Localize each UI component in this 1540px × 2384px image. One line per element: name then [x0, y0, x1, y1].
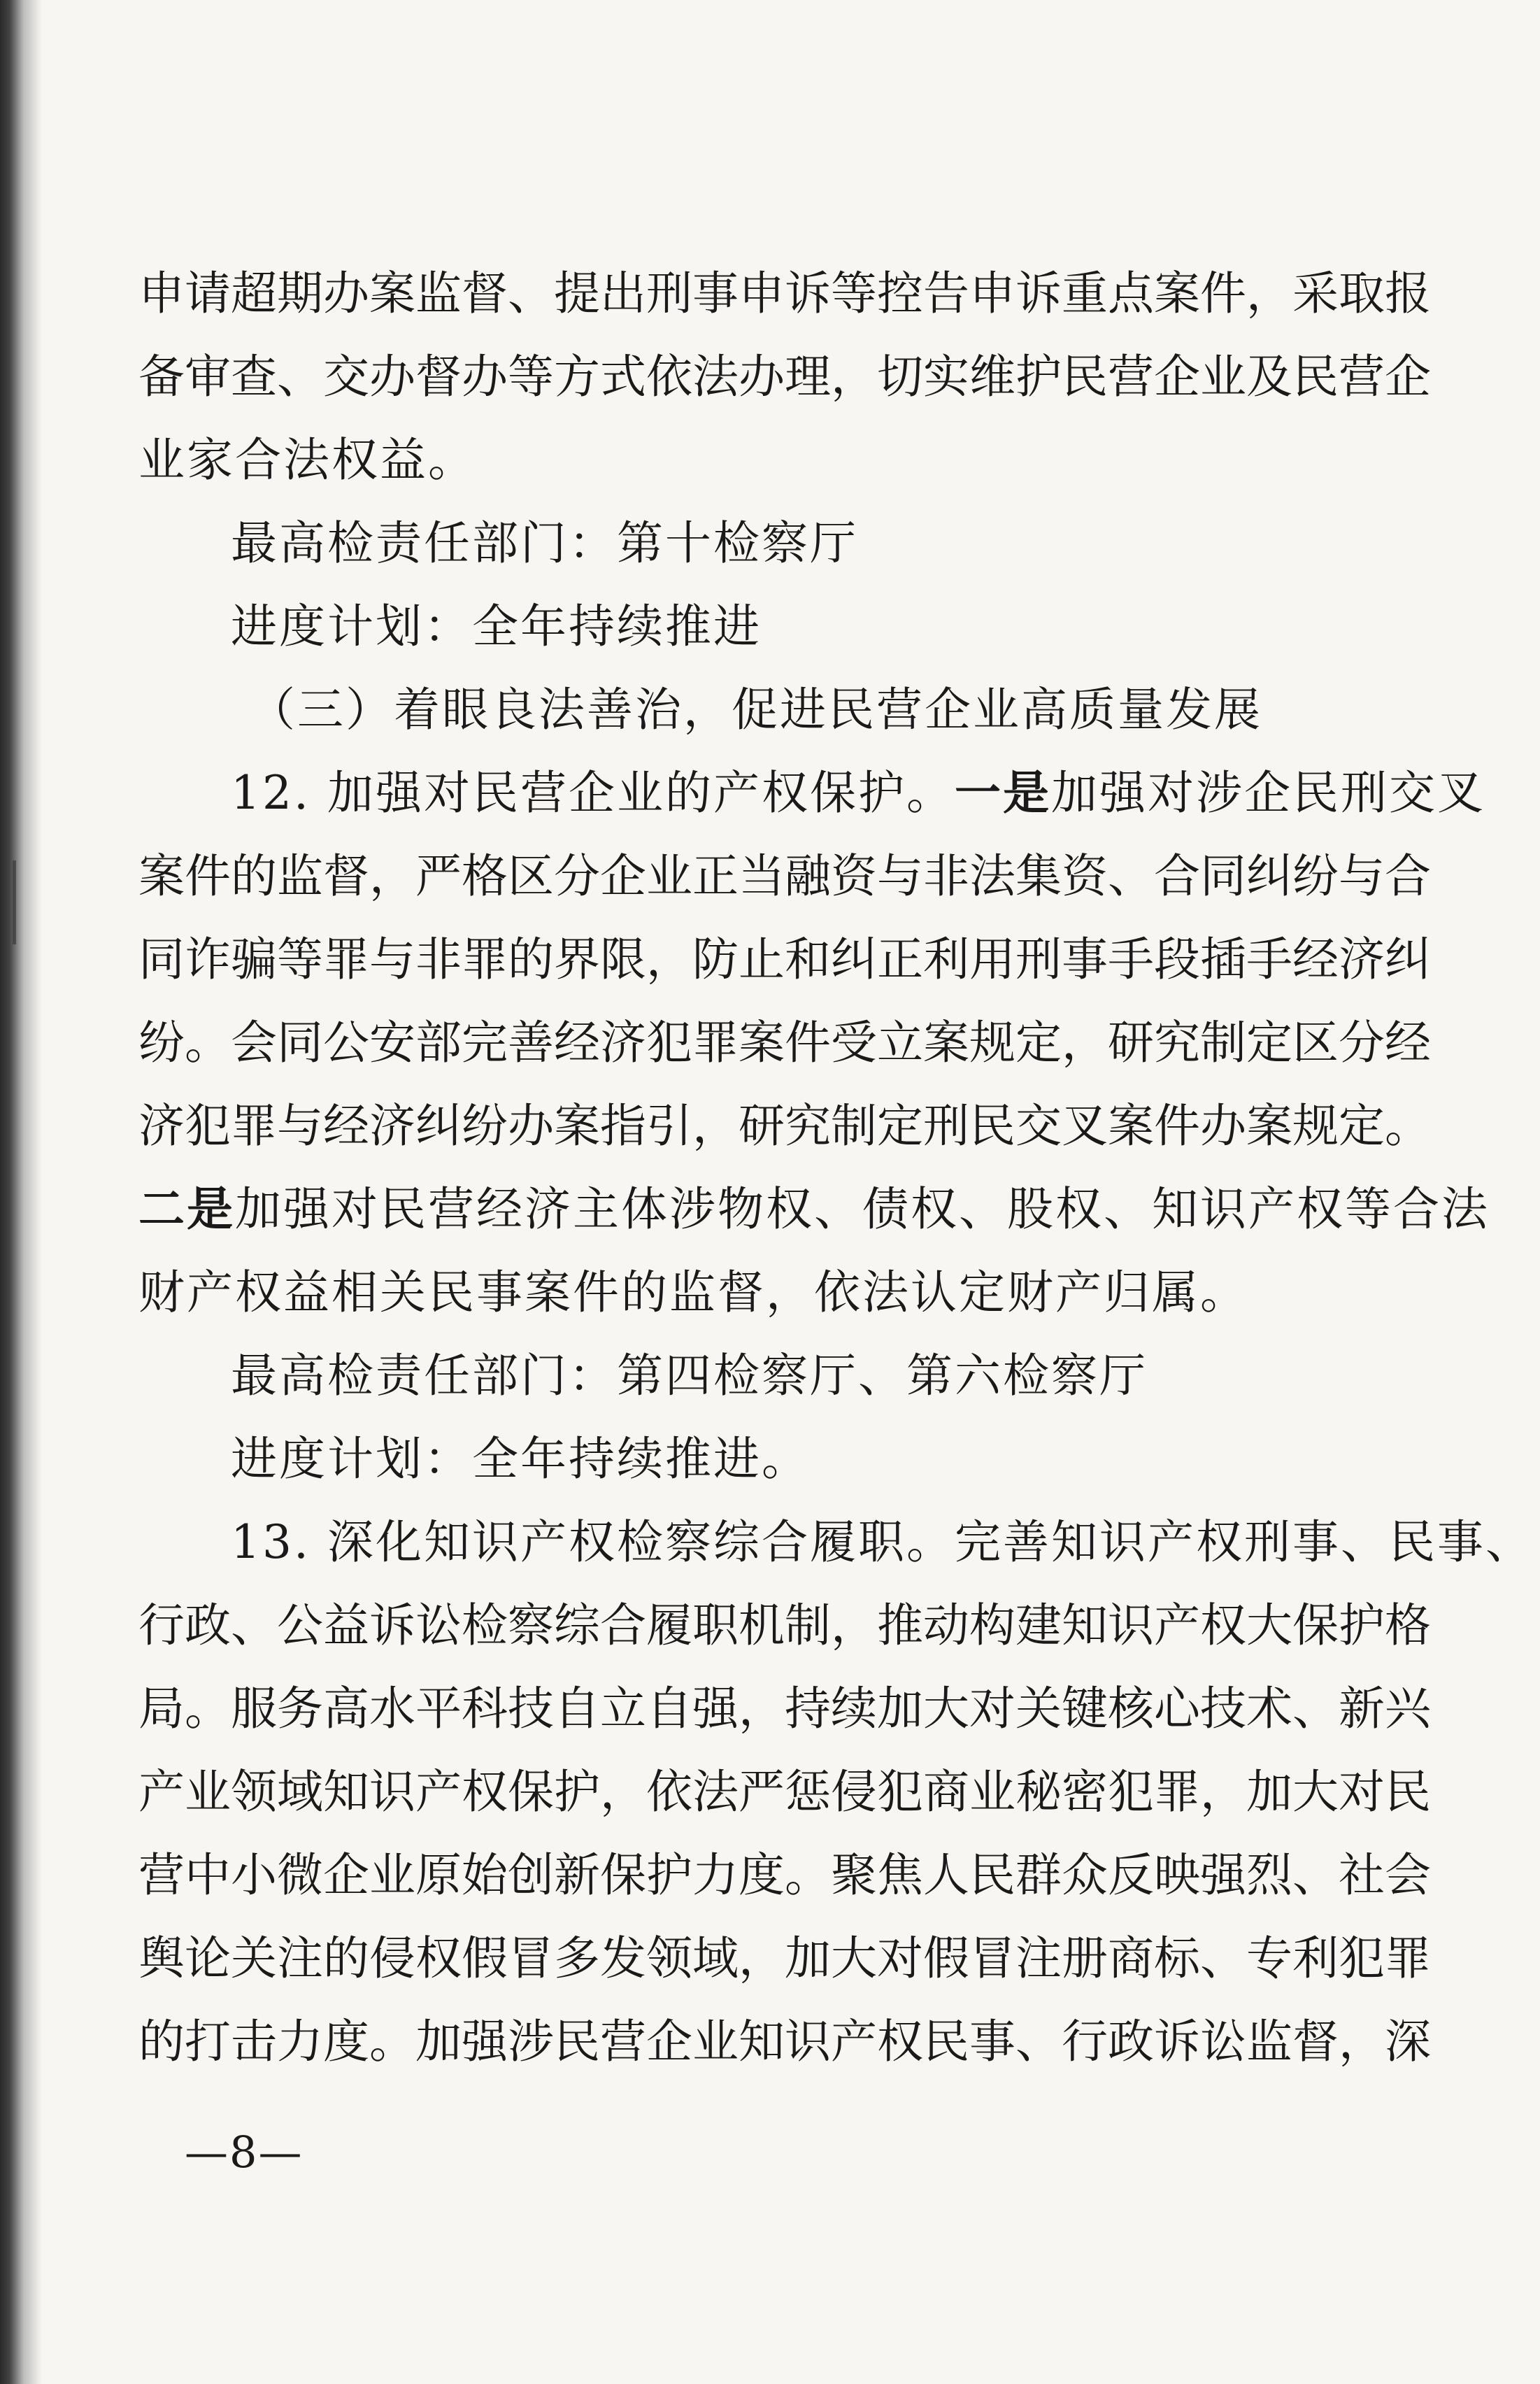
item-12-line1-rest: 加强对涉企民刑交叉 — [1050, 766, 1485, 820]
paragraph-line: 局。服务高水平科技自立自强，持续加大对关键核心技术、新兴 — [138, 1682, 1431, 1736]
scan-artifact-mark — [13, 860, 16, 944]
progress-plan: 进度计划：全年持续推进。 — [231, 1432, 810, 1486]
scan-binding-edge — [0, 0, 42, 2384]
item-12-line-6 — [138, 1168, 1490, 1251]
responsible-department: 最高检责任部门：第四检察厅、第六检察厅 — [231, 1349, 1148, 1403]
paragraph-line: 产业领域知识产权保护，依法严惩侵犯商业秘密犯罪，加大对民 — [138, 1765, 1431, 1819]
item-12-line6-rest: 加强对民营经济主体涉物权、债权、股权、知识产权等合法 — [235, 1182, 1490, 1236]
page-number: —8— — [185, 2127, 304, 2178]
item-12-marker-one: 一是 — [954, 765, 1051, 820]
paragraph-line: 纷。会同公安部完善经济犯罪案件受立案规定，研究制定区分经 — [138, 1016, 1431, 1070]
paragraph-line: 同诈骗等罪与非罪的界限，防止和纠正利用刑事手段插手经济纠 — [138, 932, 1431, 986]
progress-plan: 进度计划：全年持续推进 — [231, 599, 762, 653]
paragraph-line: 舆论关注的侵权假冒多发领域，加大对假冒注册商标、专利犯罪 — [138, 1931, 1431, 1985]
paragraph-line: 案件的监督，严格区分企业正当融资与非法集资、合同纠纷与合 — [138, 849, 1431, 903]
paragraph-line: 备审查、交办督办等方式依法办理，切实维护民营企业及民营企 — [138, 350, 1431, 404]
document-body — [138, 252, 1534, 2083]
item-12-title: 12. 加强对民营企业的产权保护。 — [231, 766, 955, 820]
responsible-department: 最高检责任部门：第十检察厅 — [231, 516, 858, 570]
paragraph-line: 申请超期办案监督、提出刑事申诉等控告申诉重点案件，采取报 — [138, 267, 1431, 320]
paragraph-line: 财产权益相关民事案件的监督，依法认定财产归属。 — [138, 1265, 1248, 1319]
paragraph-line: 营中小微企业原始创新保护力度。聚焦人民群众反映强烈、社会 — [138, 1848, 1431, 1902]
paragraph-line: 济犯罪与经济纠纷办案指引，研究制定刑民交叉案件办案规定。 — [138, 1099, 1431, 1153]
item-13-first-line: 13. 深化知识产权检察综合履职。完善知识产权刑事、民事、 — [231, 1515, 1534, 1569]
item-12-first-line — [138, 751, 1485, 835]
paragraph-line: 行政、公益诉讼检察综合履职机制，推动构建知识产权大保护格 — [138, 1598, 1431, 1652]
paragraph-line: 的打击力度。加强涉民营企业知识产权民事、行政诉讼监督，深 — [138, 2015, 1431, 2069]
section-heading: （三）着眼良法善治，促进民营企业高质量发展 — [249, 683, 1262, 737]
item-12-marker-two: 二是 — [138, 1182, 235, 1236]
paragraph-line: 业家合法权益。 — [138, 433, 476, 487]
